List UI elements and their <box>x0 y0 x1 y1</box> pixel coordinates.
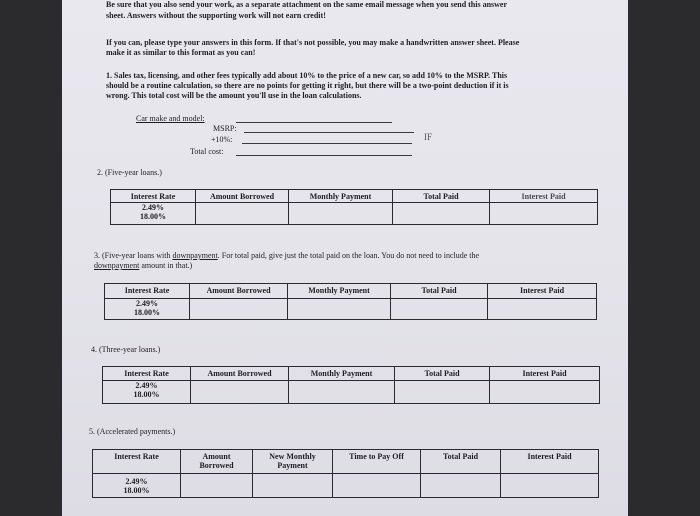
q5-new-monthly-payment-cell[interactable] <box>253 474 333 498</box>
q3-header-amount-borrowed: Amount Borrowed <box>190 284 288 299</box>
q2-monthly-payment-cell[interactable] <box>289 203 393 225</box>
q2-header-interest-rate: Interest Rate <box>111 190 196 203</box>
instruction-line-4: make it as similar to this format as you can! <box>106 48 256 57</box>
q5-time-to-pay-off-cell[interactable] <box>333 474 421 498</box>
total-cost-label: Total cost: <box>190 147 224 156</box>
q3-header-total-paid: Total Paid <box>391 284 488 299</box>
q3-line-1: 3. (Five-year loans with downpayment. For total paid, give just the total paid on the loan. You do not need to include the <box>94 251 480 260</box>
q5-header-amount-borrowed: Amount Borrowed <box>181 450 253 474</box>
q1-line-3: wrong. This total cost will be the amount you'll use in the loan calculations. <box>106 91 362 100</box>
q2-total-paid-cell[interactable] <box>393 203 490 225</box>
q1-line-1: 1. Sales tax, licensing, and other fees typically add about 10% to the price of a new car, so add 10% to the MSRP. This <box>106 71 508 80</box>
instruction-line-2: sheet. Answers without the supporting work will not earn credit! <box>106 11 326 20</box>
q4-header-amount-borrowed: Amount Borrowed <box>191 367 289 381</box>
q5-header-total-paid: Total Paid <box>421 450 501 474</box>
q3-table <box>104 283 597 320</box>
q5-header-interest-paid: Interest Paid <box>501 450 599 474</box>
q4-rate-cell: 2.49% 18.00% <box>103 381 191 404</box>
q5-amount-borrowed-cell[interactable] <box>181 474 253 498</box>
q4-monthly-payment-cell[interactable] <box>289 381 395 404</box>
instruction-line-3: If you can, please type your answers in this form. If that's not possible, you may make a handwritten answer sheet. Please <box>106 38 520 47</box>
plus-ten-percent-answer-line[interactable] <box>242 143 412 144</box>
q4-header-monthly-payment: Monthly Payment <box>289 367 395 381</box>
q4-table <box>102 366 600 404</box>
worksheet-page <box>62 0 628 516</box>
q3-monthly-payment-cell[interactable] <box>288 299 391 320</box>
q4-header-interest-rate: Interest Rate <box>103 367 191 381</box>
q2-header-interest-paid: Interest Paid <box>490 190 598 203</box>
total-cost-answer-line[interactable] <box>236 155 412 156</box>
q4-heading: 4. (Three-year loans.) <box>91 345 161 354</box>
q4-header-interest-paid: Interest Paid <box>490 367 600 381</box>
q5-header-interest-rate: Interest Rate <box>93 450 181 474</box>
q2-header-amount-borrowed: Amount Borrowed <box>196 190 289 203</box>
q3-header-monthly-payment: Monthly Payment <box>288 284 391 299</box>
car-make-model-label: Car make and model: <box>136 114 205 123</box>
q3-line-2: downpayment amount in that.) <box>94 261 193 270</box>
q5-interest-paid-cell[interactable] <box>501 474 599 498</box>
q3-total-paid-cell[interactable] <box>391 299 488 320</box>
margin-mark: IF <box>424 132 433 142</box>
q3-rate-cell: 2.49% 18.00% <box>105 299 190 320</box>
car-make-model-answer-line[interactable] <box>236 122 392 123</box>
instruction-line-1: Be sure that you also send your work, as a separate attachment on the same email message when you send this answer <box>106 0 508 9</box>
q2-rate-cell: 2.49% 18.00% <box>111 203 196 225</box>
q5-table <box>92 449 599 498</box>
q3-interest-paid-cell[interactable] <box>488 299 597 320</box>
q2-table <box>110 189 598 225</box>
msrp-answer-line[interactable] <box>244 132 414 133</box>
q5-header-new-monthly-payment: New Monthly Payment <box>253 450 333 474</box>
q4-interest-paid-cell[interactable] <box>490 381 600 404</box>
q1-line-2: should be a routine calculation, so there are no points for getting it right, but there will be a two-point deduction if it is <box>106 81 509 90</box>
plus-ten-percent-label: +10%: <box>211 135 233 144</box>
q2-header-total-paid: Total Paid <box>393 190 490 203</box>
msrp-label: MSRP: <box>213 124 237 133</box>
q4-total-paid-cell[interactable] <box>395 381 490 404</box>
q2-amount-borrowed-cell[interactable] <box>196 203 289 225</box>
q5-header-time-to-pay-off: Time to Pay Off <box>333 450 421 474</box>
q3-amount-borrowed-cell[interactable] <box>190 299 288 320</box>
q5-total-paid-cell[interactable] <box>421 474 501 498</box>
q4-amount-borrowed-cell[interactable] <box>191 381 289 404</box>
q2-heading: 2. (Five-year loans.) <box>97 168 162 177</box>
q3-header-interest-rate: Interest Rate <box>105 284 190 299</box>
q2-interest-paid-cell[interactable] <box>490 203 598 225</box>
q5-rate-cell: 2.49% 18.00% <box>93 474 181 498</box>
q2-header-monthly-payment: Monthly Payment <box>289 190 393 203</box>
q4-header-total-paid: Total Paid <box>395 367 490 381</box>
q5-heading: 5. (Accelerated payments.) <box>89 427 176 436</box>
q3-header-interest-paid: Interest Paid <box>488 284 597 299</box>
